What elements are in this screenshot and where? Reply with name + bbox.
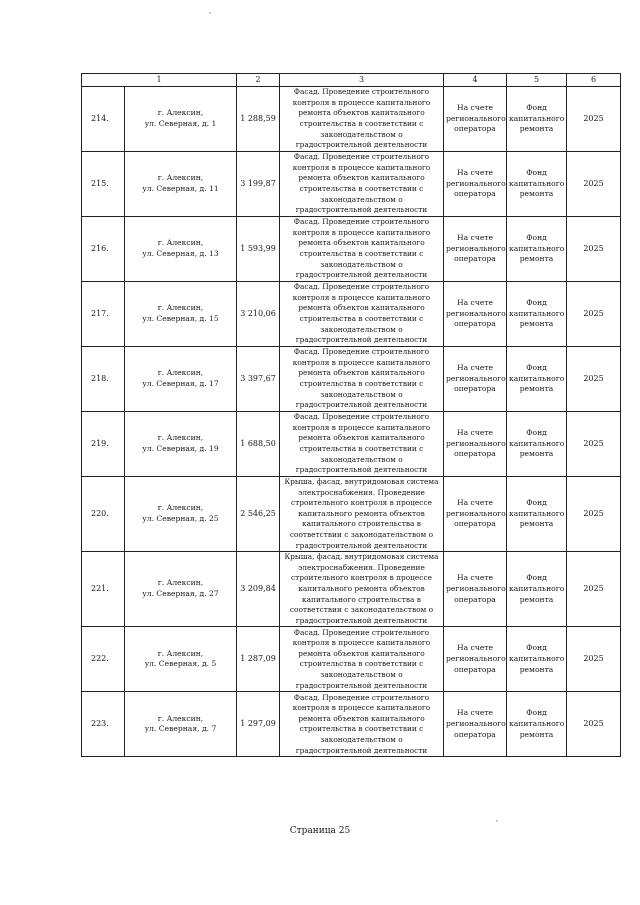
address-cell: г. Алексин, ул. Северная, д. 27 xyxy=(125,552,237,627)
row-number: 218. xyxy=(82,347,125,412)
table-row xyxy=(82,152,621,217)
cost-cell: 2 546,25 xyxy=(237,477,280,552)
cost-cell: 1 288,59 xyxy=(237,87,280,152)
cost-cell: 3 209,84 xyxy=(237,552,280,627)
account-cell: На счете регионального оператора xyxy=(444,217,507,282)
scan-mark: ′ xyxy=(496,820,499,830)
cost-cell: 3 397,67 xyxy=(237,347,280,412)
year-cell: 2025 xyxy=(567,692,621,757)
row-number: 217. xyxy=(82,282,125,347)
cost-cell: 1 287,09 xyxy=(237,627,280,692)
repair-schedule-table xyxy=(81,73,621,757)
account-cell: На счете регионального оператора xyxy=(444,347,507,412)
scan-mark: ′ xyxy=(209,12,212,22)
row-number: 223. xyxy=(82,692,125,757)
works-cell: Крыша, фасад, внутридомовая система электроснабжения. Проведение строительного контроля в процессе капитального ремонта объектов капитального строительства в соответствии с законодательством о градостроительной деятельности xyxy=(280,552,444,627)
row-number: 219. xyxy=(82,412,125,477)
account-cell: На счете регионального оператора xyxy=(444,87,507,152)
column-header-3: 3 xyxy=(280,74,444,87)
works-cell: Фасад. Проведение строительного контроля в процессе капитального ремонта объектов капитального строительства в соответствии с законодательством о градостроительной деятельности xyxy=(280,152,444,217)
funding-source-cell: Фонд капитального ремонта xyxy=(507,282,567,347)
year-cell: 2025 xyxy=(567,477,621,552)
funding-source-cell: Фонд капитального ремонта xyxy=(507,87,567,152)
table-row xyxy=(82,412,621,477)
funding-source-cell: Фонд капитального ремонта xyxy=(507,217,567,282)
year-cell: 2025 xyxy=(567,552,621,627)
address-cell: г. Алексин, ул. Северная, д. 15 xyxy=(125,282,237,347)
table-row xyxy=(82,552,621,627)
address-cell: г. Алексин, ул. Северная, д. 11 xyxy=(125,152,237,217)
cost-cell: 1 593,99 xyxy=(237,217,280,282)
funding-source-cell: Фонд капитального ремонта xyxy=(507,552,567,627)
works-cell: Фасад. Проведение строительного контроля в процессе капитального ремонта объектов капитального строительства в соответствии с законодательством о градостроительной деятельности xyxy=(280,217,444,282)
address-cell: г. Алексин, ул. Северная, д. 25 xyxy=(125,477,237,552)
funding-source-cell: Фонд капитального ремонта xyxy=(507,412,567,477)
works-cell: Крыша, фасад, внутридомовая система электроснабжения. Проведение строительного контроля в процессе капитального ремонта объектов капитального строительства в соответствии с законодательством о градостроительной деятельности xyxy=(280,477,444,552)
address-cell: г. Алексин, ул. Северная, д. 13 xyxy=(125,217,237,282)
account-cell: На счете регионального оператора xyxy=(444,412,507,477)
header-row xyxy=(82,74,621,87)
row-number: 221. xyxy=(82,552,125,627)
column-header-6: 6 xyxy=(567,74,621,87)
funding-source-cell: Фонд капитального ремонта xyxy=(507,152,567,217)
address-cell: г. Алексин, ул. Северная, д. 19 xyxy=(125,412,237,477)
table-row xyxy=(82,692,621,757)
funding-source-cell: Фонд капитального ремонта xyxy=(507,347,567,412)
row-number: 215. xyxy=(82,152,125,217)
cost-cell: 1 297,09 xyxy=(237,692,280,757)
address-cell: г. Алексин, ул. Северная, д. 7 xyxy=(125,692,237,757)
year-cell: 2025 xyxy=(567,152,621,217)
row-number: 222. xyxy=(82,627,125,692)
column-header-1: 1 xyxy=(82,74,237,87)
year-cell: 2025 xyxy=(567,412,621,477)
column-header-5: 5 xyxy=(507,74,567,87)
table-row xyxy=(82,627,621,692)
column-header-2: 2 xyxy=(237,74,280,87)
works-cell: Фасад. Проведение строительного контроля в процессе капитального ремонта объектов капитального строительства в соответствии с законодательством о градостроительной деятельности xyxy=(280,627,444,692)
column-header-4: 4 xyxy=(444,74,507,87)
year-cell: 2025 xyxy=(567,347,621,412)
year-cell: 2025 xyxy=(567,282,621,347)
account-cell: На счете регионального оператора xyxy=(444,692,507,757)
cost-cell: 3 210,06 xyxy=(237,282,280,347)
cost-cell: 3 199,87 xyxy=(237,152,280,217)
address-cell: г. Алексин, ул. Северная, д. 5 xyxy=(125,627,237,692)
funding-source-cell: Фонд капитального ремонта xyxy=(507,692,567,757)
account-cell: На счете регионального оператора xyxy=(444,282,507,347)
row-number: 214. xyxy=(82,87,125,152)
table-row xyxy=(82,87,621,152)
account-cell: На счете регионального оператора xyxy=(444,477,507,552)
works-cell: Фасад. Проведение строительного контроля в процессе капитального ремонта объектов капитального строительства в соответствии с законодательством о градостроительной деятельности xyxy=(280,692,444,757)
row-number: 220. xyxy=(82,477,125,552)
year-cell: 2025 xyxy=(567,217,621,282)
table-row xyxy=(82,347,621,412)
page-number: Страница 25 xyxy=(289,826,351,836)
account-cell: На счете регионального оператора xyxy=(444,627,507,692)
account-cell: На счете регионального оператора xyxy=(444,552,507,627)
works-cell: Фасад. Проведение строительного контроля в процессе капитального ремонта объектов капитального строительства в соответствии с законодательством о градостроительной деятельности xyxy=(280,282,444,347)
table-row xyxy=(82,282,621,347)
works-cell: Фасад. Проведение строительного контроля в процессе капитального ремонта объектов капитального строительства в соответствии с законодательством о градостроительной деятельности xyxy=(280,347,444,412)
year-cell: 2025 xyxy=(567,627,621,692)
works-cell: Фасад. Проведение строительного контроля в процессе капитального ремонта объектов капитального строительства в соответствии с законодательством о градостроительной деятельности xyxy=(280,87,444,152)
row-number: 216. xyxy=(82,217,125,282)
table-row xyxy=(82,477,621,552)
address-cell: г. Алексин, ул. Северная, д. 1 xyxy=(125,87,237,152)
table-row xyxy=(82,217,621,282)
account-cell: На счете регионального оператора xyxy=(444,152,507,217)
works-cell: Фасад. Проведение строительного контроля в процессе капитального ремонта объектов капитального строительства в соответствии с законодательством о градостроительной деятельности xyxy=(280,412,444,477)
address-cell: г. Алексин, ул. Северная, д. 17 xyxy=(125,347,237,412)
funding-source-cell: Фонд капитального ремонта xyxy=(507,627,567,692)
year-cell: 2025 xyxy=(567,87,621,152)
funding-source-cell: Фонд капитального ремонта xyxy=(507,477,567,552)
cost-cell: 1 688,50 xyxy=(237,412,280,477)
